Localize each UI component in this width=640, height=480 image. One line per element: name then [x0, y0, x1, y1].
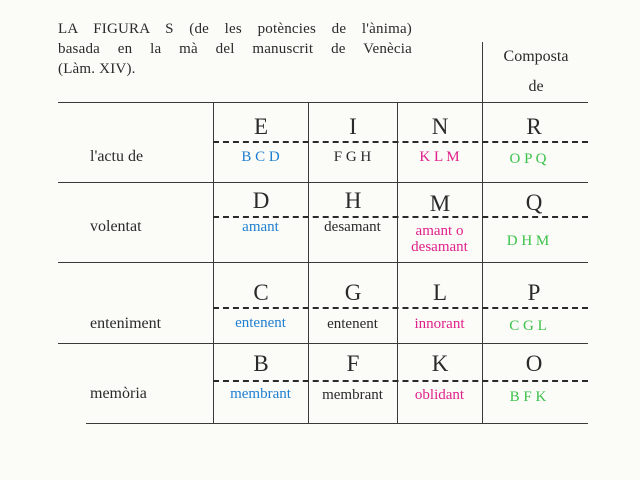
cell-letter: C — [253, 280, 269, 305]
table-top-line — [58, 102, 588, 103]
header-composta: Composta — [503, 48, 569, 65]
header-vertical-line — [482, 42, 483, 102]
cell-sub: amant o — [415, 223, 464, 239]
cell-sub: C G L — [509, 318, 547, 334]
row-line-2 — [58, 262, 588, 263]
dash-row-3 — [213, 307, 588, 309]
cell-sub: K L M — [419, 149, 460, 165]
cell-letter: G — [344, 280, 362, 305]
table-bottom-line — [86, 423, 588, 424]
cell-letter: I — [349, 114, 357, 139]
header-de: de — [528, 78, 544, 95]
cell-sub: D H M — [506, 233, 550, 249]
dash-row-1 — [213, 141, 588, 143]
row-label-memoria: memòria — [90, 385, 147, 402]
cell-sub: amant — [242, 219, 279, 235]
cell-sub: membrant — [322, 387, 383, 403]
cell-sub: entenent — [327, 316, 378, 332]
cell-letter: O — [525, 351, 543, 376]
cell-sub: B C D — [241, 149, 280, 165]
row-label-enteniment: enteniment — [90, 315, 162, 332]
caption-line-3: (Làm. XIV). — [58, 61, 136, 77]
cell-sub-line-2: desamant — [411, 239, 468, 255]
cell-letter: N — [431, 114, 449, 139]
cell-letter: P — [527, 280, 541, 305]
cell-sub: innorant — [414, 316, 465, 332]
cell-letter: K — [431, 351, 449, 376]
figure-caption — [58, 19, 412, 79]
caption-line-2: basada en la mà del manuscrit de Venècia — [58, 41, 412, 57]
cell-letter: F — [346, 351, 360, 376]
cell-letter: B — [253, 351, 269, 376]
cell-sub: oblidant — [414, 387, 465, 403]
row-line-3 — [58, 343, 588, 344]
cell-letter: M — [429, 191, 451, 216]
cell-sub: entenent — [235, 315, 286, 331]
cell-letter: D — [252, 188, 270, 213]
row-line-1 — [58, 182, 588, 183]
cell-sub: membrant — [230, 386, 291, 402]
cell-letter: Q — [525, 190, 543, 215]
cell-letter: E — [253, 114, 269, 139]
cell-sub: O P Q — [509, 151, 547, 167]
row-label-actu: l'actu de — [90, 148, 144, 165]
row-label-volentat: volentat — [90, 218, 142, 235]
cell-letter: R — [526, 114, 542, 139]
cell-letter: L — [432, 280, 448, 305]
caption-line-1: LA FIGURA S (de les potències de l'ànima) — [58, 21, 412, 37]
cell-sub: F G H — [333, 149, 372, 165]
cell-sub: desamant — [324, 219, 381, 235]
dash-row-4 — [213, 380, 588, 382]
cell-sub: B F K — [509, 389, 547, 405]
cell-letter: H — [344, 188, 362, 213]
